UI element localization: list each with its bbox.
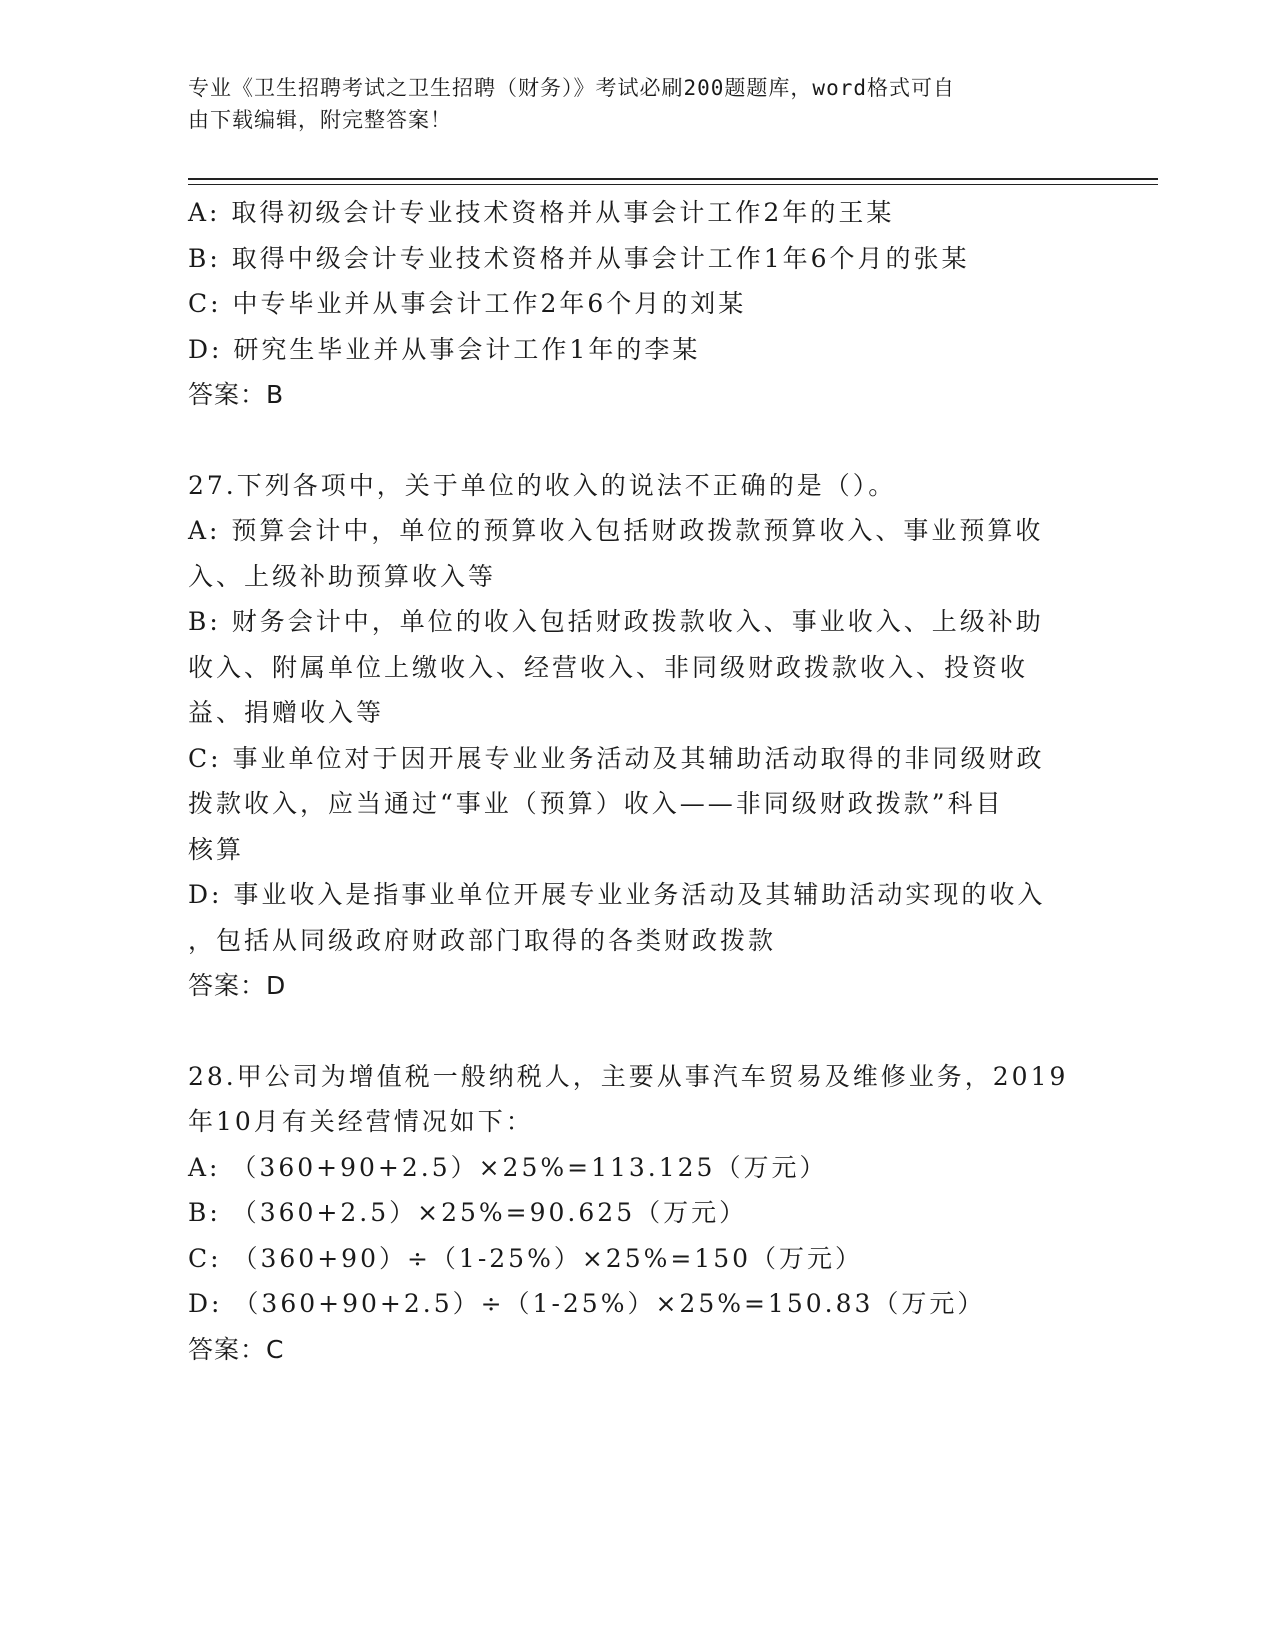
- q26-option-d: D: 研究生毕业并从事会计工作1年的李某: [188, 334, 701, 364]
- q26-option-c: C: 中专毕业并从事会计工作2年6个月的刘某: [188, 289, 747, 318]
- q28-option-c: C: （360+90）÷（1-25%）×25%=150（万元）: [188, 1243, 864, 1273]
- q28-option-a: A: （360+90+2.5）×25%=113.125（万元）: [188, 1152, 828, 1182]
- q28-stem-line-1: 28.甲公司为增值税一般纳税人，主要从事汽车贸易及维修业务，2019: [188, 1061, 1069, 1091]
- q27-option-d-line-1: D: 事业收入是指事业单位开展专业业务活动及其辅助活动实现的收入: [188, 880, 1046, 909]
- q27-stem: 27.下列各项中，关于单位的收入的说法不正确的是（）。: [188, 470, 897, 500]
- question-27: [188, 463, 1088, 1009]
- question-28: [188, 1054, 1088, 1373]
- q27-option-c-line-2: 拨款收入，应当通过“事业（预算）收入——非同级财政拨款”科目: [188, 789, 1004, 818]
- q28-answer: 答案：C: [188, 1334, 285, 1364]
- q27-option-a-line-1: A: 预算会计中，单位的预算收入包括财政拨款预算收入、事业预算收: [188, 516, 1044, 545]
- question-26: [188, 190, 1088, 418]
- q28-option-d: D: （360+90+2.5）÷（1-25%）×25%=150.83（万元）: [188, 1289, 986, 1318]
- header-line-1: 专业《卫生招聘考试之卫生招聘（财务）》考试必刷200题题库，word格式可自: [188, 76, 955, 100]
- header-divider-thick: [188, 178, 1158, 180]
- q27-option-b-line-1: B: 财务会计中，单位的收入包括财政拨款收入、事业收入、上级补助: [188, 607, 1044, 636]
- spacer: [188, 1009, 1088, 1054]
- q27-option-d-line-2: ，包括从同级政府财政部门取得的各类财政拨款: [188, 925, 777, 955]
- document-header: [188, 72, 1068, 136]
- q27-option-b-line-2: 收入、附属单位上缴收入、经营收入、非同级财政拨款收入、投资收: [188, 652, 1029, 682]
- q26-answer: 答案：B: [188, 380, 285, 409]
- q26-option-a: A: 取得初级会计专业技术资格并从事会计工作2年的王某: [188, 198, 895, 227]
- question-list: [188, 190, 1088, 1372]
- q26-option-b: B: 取得中级会计专业技术资格并从事会计工作1年6个月的张某: [188, 243, 970, 273]
- q27-option-c-line-3: 核算: [188, 834, 245, 864]
- q27-option-a-line-2: 入、上级补助预算收入等: [188, 561, 497, 591]
- header-line-2: 由下载编辑，附完整答案！: [188, 108, 452, 132]
- q28-stem-line-2: 年10月有关经营情况如下：: [188, 1107, 534, 1136]
- q27-option-b-line-3: 益、捐赠收入等: [188, 698, 385, 727]
- q28-option-b: B: （360+2.5）×25%=90.625（万元）: [188, 1198, 748, 1227]
- spacer: [188, 418, 1088, 463]
- q27-option-c-line-1: C: 事业单位对于因开展专业业务活动及其辅助活动取得的非同级财政: [188, 743, 1045, 773]
- header-divider-thin: [188, 184, 1158, 185]
- q27-answer: 答案：D: [188, 971, 287, 1000]
